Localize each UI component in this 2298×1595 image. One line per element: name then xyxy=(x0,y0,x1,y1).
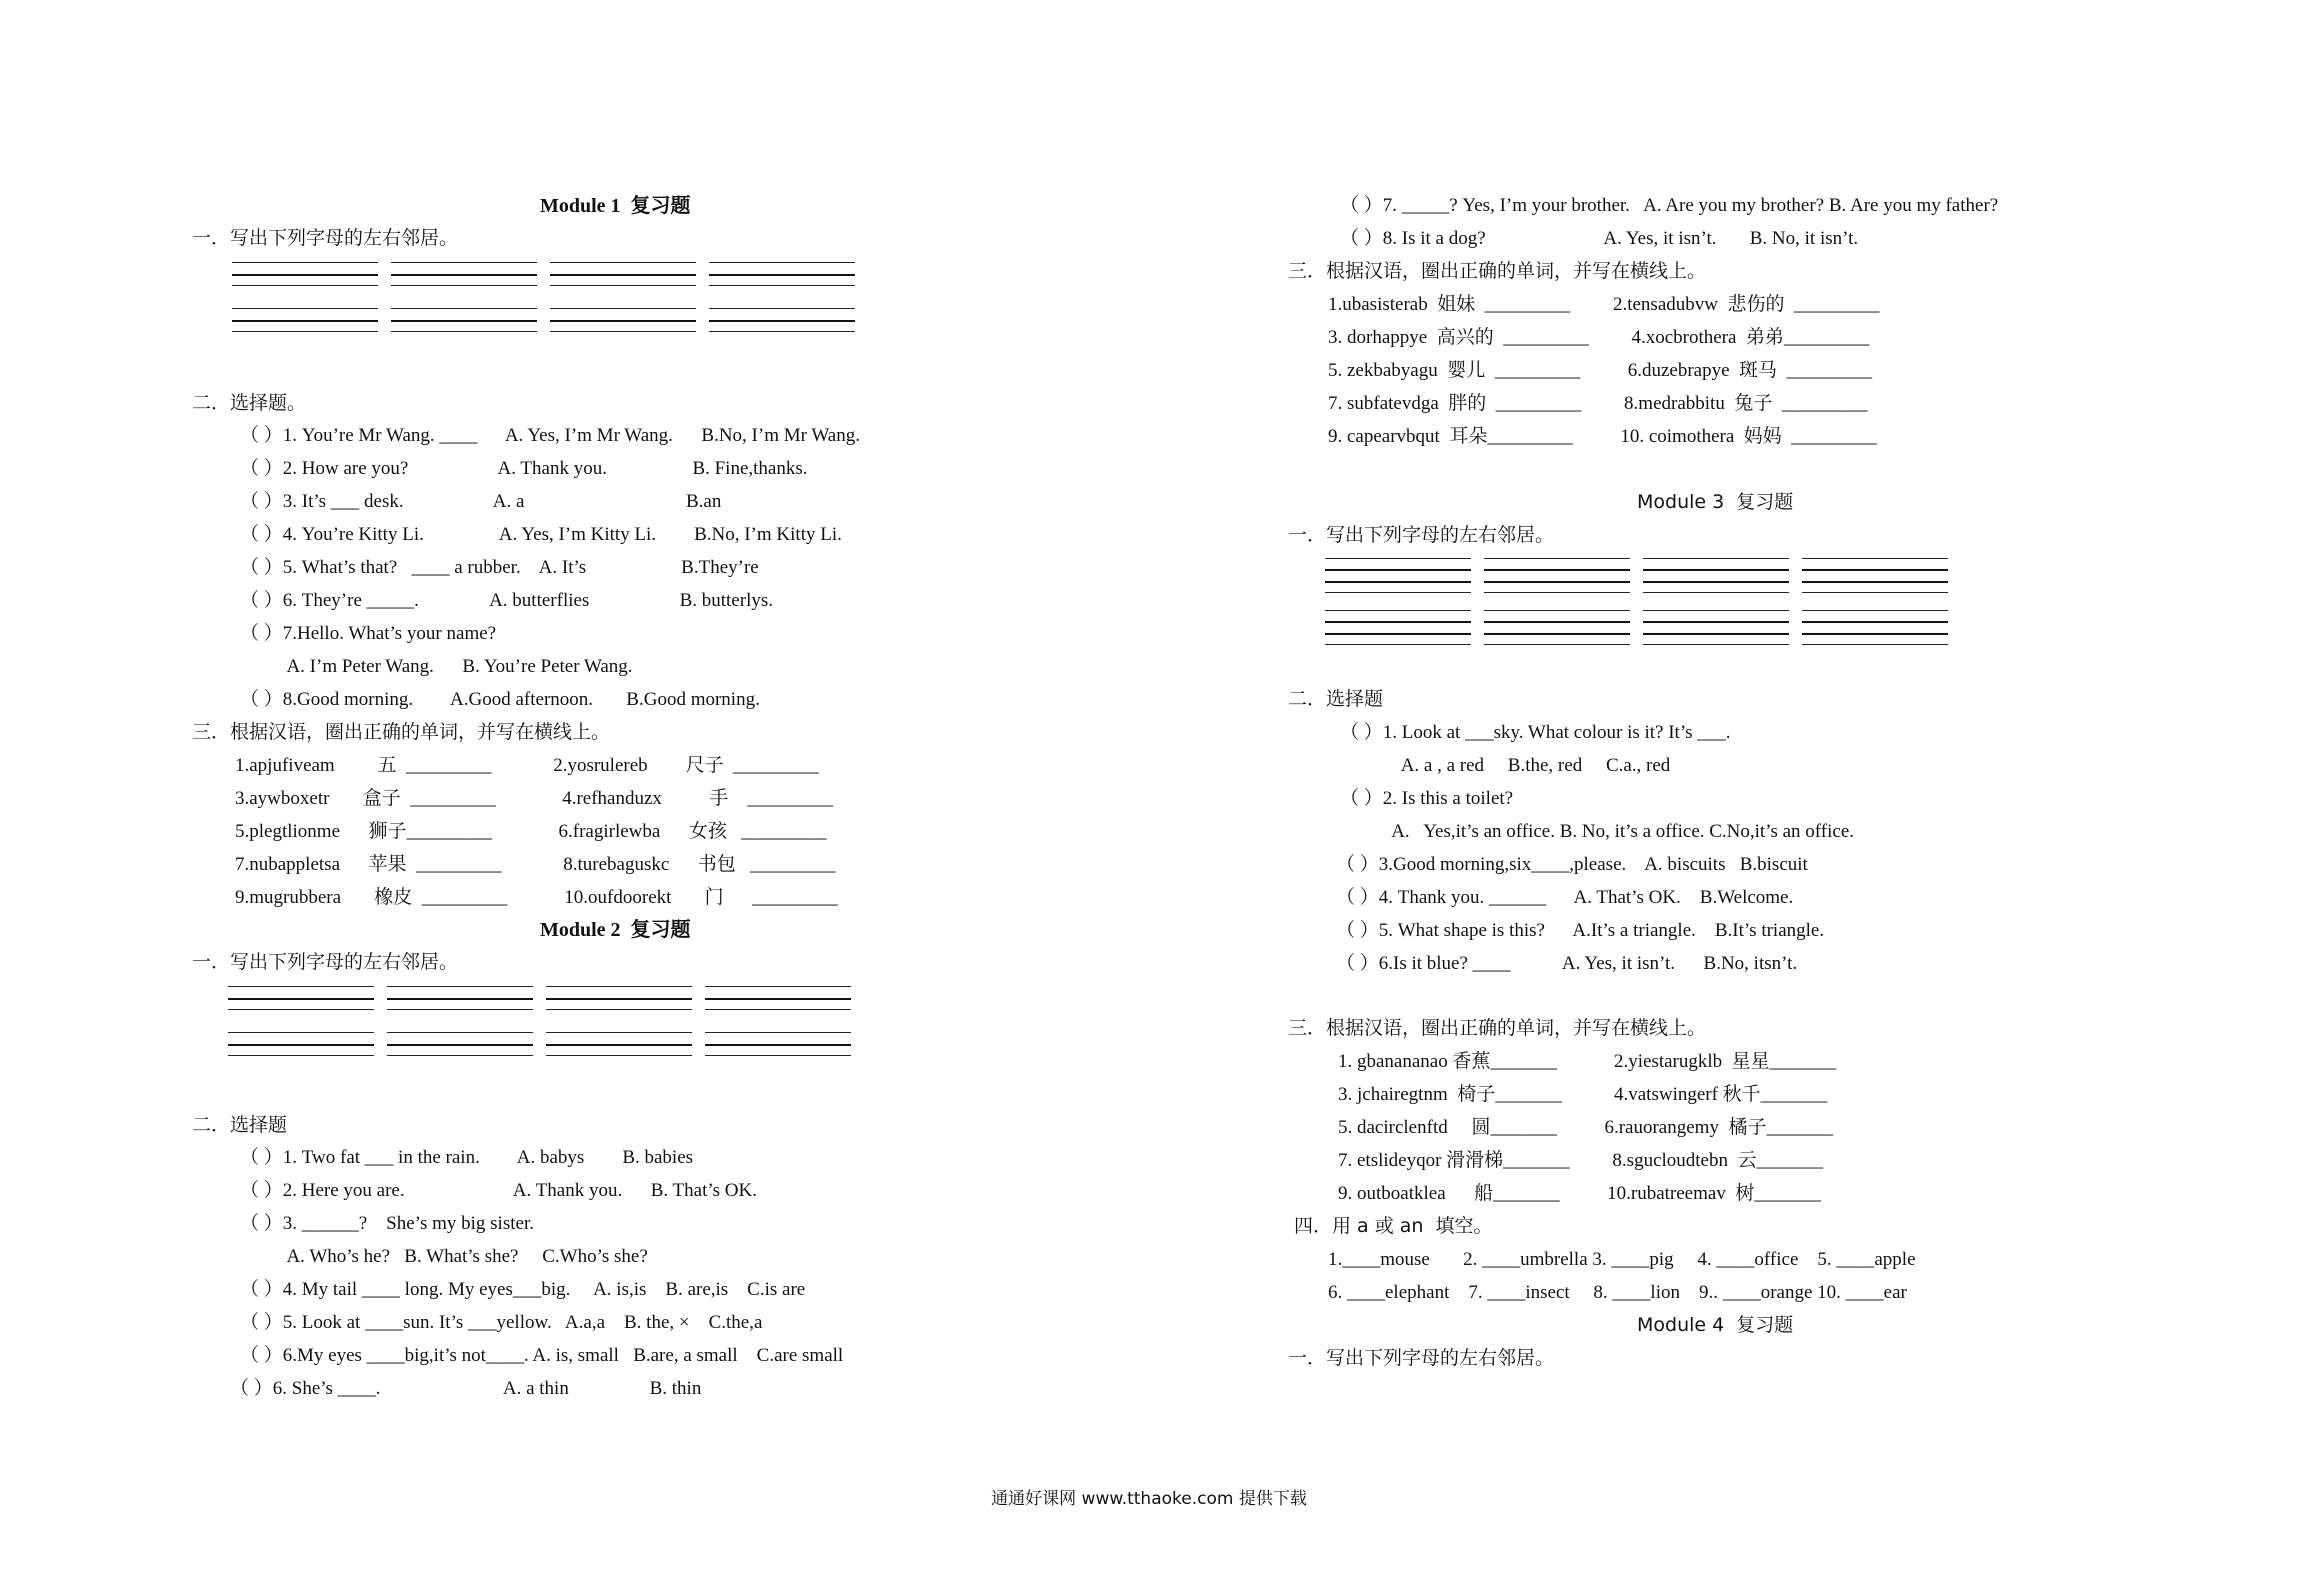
question: （ ）2. Here you are. A. Thank you. B. That’s OK. xyxy=(240,1180,757,1201)
word-row: 7.nubappletsa 苹果 _________ 8.turebaguskc 书包 _________ xyxy=(235,854,836,875)
word-row: 5.plegtlionme 狮子_________ 6.fragirlewba 女孩 _________ xyxy=(235,821,827,842)
word-row: 1.apjufiveam 五 _________ 2.yosrulereb 尺子 _________ xyxy=(235,755,819,776)
m4-section1-heading: 一．写出下列字母的左右邻居。 xyxy=(1288,1347,1555,1369)
module2-title: Module 2 复习题 xyxy=(540,919,691,941)
m3-section2-heading: 二．选择题 xyxy=(1288,688,1384,710)
m1-section3-heading: 三．根据汉语，圈出正确的单词，并写在横线上。 xyxy=(192,721,611,743)
m2-section2-heading: 二．选择题 xyxy=(192,1114,288,1136)
question-options: A. Who’s he? B. What’s she? C.Who’s she? xyxy=(240,1246,648,1267)
question: （ ）1. You’re Mr Wang. ____ A. Yes, I’m Mr Wang. B.No, I’m Mr Wang. xyxy=(240,425,860,446)
question: （ ）1. Two fat ___ in the rain. A. babys B. babies xyxy=(240,1147,694,1168)
question: （ ）6.Is it blue? ____ A. Yes, it isn’t. B.No, itsn’t. xyxy=(1336,953,1798,974)
word-row: 9. capearvbqut 耳朵_________ 10. coimothera 妈妈 _________ xyxy=(1328,426,1877,447)
question: （ ）1. Look at ___sky. What colour is it? It’s ___. xyxy=(1340,722,1731,743)
question: （ ）7. _____? Yes, I’m your brother. A. Are you my brother? B. Are you my father? xyxy=(1340,195,1999,216)
question: （ ）7.Hello. What’s your name? xyxy=(240,623,497,644)
question: （ ）2. How are you? A. Thank you. B. Fine,thanks. xyxy=(240,458,808,479)
question: （ ）4. Thank you. ______ A. That’s OK. B.Welcome. xyxy=(1336,887,1794,908)
question-options: A. a , a red B.the, red C.a., red xyxy=(1340,755,1671,776)
m3-section1-heading: 一．写出下列字母的左右邻居。 xyxy=(1288,524,1555,546)
word-row: 1.ubasisterab 姐妹 _________ 2.tensadubvw 悲伤的 _________ xyxy=(1328,294,1880,315)
fill-row: 1.____mouse 2. ____umbrella 3. ____pig 4. ____office 5. ____apple xyxy=(1328,1249,1916,1270)
word-row: 7. etslideyqor 滑滑梯_______ 8.sgucloudtebn 云_______ xyxy=(1338,1150,1823,1171)
question: （ ）8.Good morning. A.Good afternoon. B.Good morning. xyxy=(240,689,760,710)
question-options: A. Yes,it’s an office. B. No, it’s a office. C.No,it’s an office. xyxy=(1340,821,1855,842)
word-row: 3. dorhappye 高兴的 _________ 4.xocbrothera 弟弟_________ xyxy=(1328,327,1870,348)
word-row: 9.mugrubbera 橡皮 _________ 10.oufdoorekt 门 _________ xyxy=(235,887,838,908)
question: （ ）5. What shape is this? A.It’s a triangle. B.It’s triangle. xyxy=(1336,920,1825,941)
question: （ ）4. You’re Kitty Li. A. Yes, I’m Kitty Li. B.No, I’m Kitty Li. xyxy=(240,524,842,545)
question: （ ）6. She’s ____. A. a thin B. thin xyxy=(230,1378,702,1399)
question: （ ）2. Is this a toilet? xyxy=(1340,788,1514,809)
word-row: 5. dacirclenftd 圆_______ 6.rauorangemy 橘子_______ xyxy=(1338,1117,1833,1138)
fill-row: 6. ____elephant 7. ____insect 8. ____lion 9.. ____orange 10. ____ear xyxy=(1328,1282,1907,1303)
m3-section4-heading: 四．用 a 或 an 填空。 xyxy=(1294,1215,1493,1237)
question: （ ）6.My eyes ____big,it’s not____. A. is, small B.are, a small C.are small xyxy=(240,1345,844,1366)
m2-section3-heading: 三．根据汉语，圈出正确的单词，并写在横线上。 xyxy=(1288,260,1707,282)
m1-section1-heading: 一．写出下列字母的左右邻居。 xyxy=(192,227,459,249)
m3-section3-heading: 三．根据汉语，圈出正确的单词，并写在横线上。 xyxy=(1288,1017,1707,1039)
module1-title: Module 1 复习题 xyxy=(540,195,691,217)
question: （ ）5. What’s that? ____ a rubber. A. It’s B.They’re xyxy=(240,557,759,578)
module3-title: Module 3 复习题 xyxy=(1637,491,1794,513)
question: （ ）3.Good morning,six____,please. A. biscuits B.biscuit xyxy=(1336,854,1808,875)
question: （ ）6. They’re _____. A. butterflies B. butterlys. xyxy=(240,590,773,611)
question: （ ）4. My tail ____ long. My eyes___big. A. is,is B. are,is C.is are xyxy=(240,1279,806,1300)
question: （ ）3. It’s ___ desk. A. a B.an xyxy=(240,491,722,512)
word-row: 7. subfatevdga 胖的 _________ 8.medrabbitu 兔子 _________ xyxy=(1328,393,1868,414)
module4-title: Module 4 复习题 xyxy=(1637,1314,1794,1336)
word-row: 9. outboatklea 船_______ 10.rubatreemav 树_______ xyxy=(1338,1183,1821,1204)
question: （ ）8. Is it a dog? A. Yes, it isn’t. B. No, it isn’t. xyxy=(1340,228,1859,249)
word-row: 5. zekbabyagu 婴儿 _________ 6.duzebrapye 斑马 _________ xyxy=(1328,360,1873,381)
question: （ ）5. Look at ____sun. It’s ___yellow. A.a,a B. the, × C.the,a xyxy=(240,1312,763,1333)
question-options: A. I’m Peter Wang. B. You’re Peter Wang. xyxy=(240,656,633,677)
question: （ ）3. ______? She’s my big sister. xyxy=(240,1213,534,1234)
word-row: 1. gbanananao 香蕉_______ 2.yiestarugklb 星星_______ xyxy=(1338,1051,1837,1072)
m2-section1-heading: 一．写出下列字母的左右邻居。 xyxy=(192,951,459,973)
footer-credit: 通通好课网 www.tthaoke.com 提供下载 xyxy=(991,1489,1307,1509)
word-row: 3. jchairegtnm 椅子_______ 4.vatswingerf 秋千_______ xyxy=(1338,1084,1828,1105)
word-row: 3.aywboxetr 盒子 _________ 4.refhanduzx 手 _________ xyxy=(235,788,833,809)
m1-section2-heading: 二．选择题。 xyxy=(192,392,307,414)
